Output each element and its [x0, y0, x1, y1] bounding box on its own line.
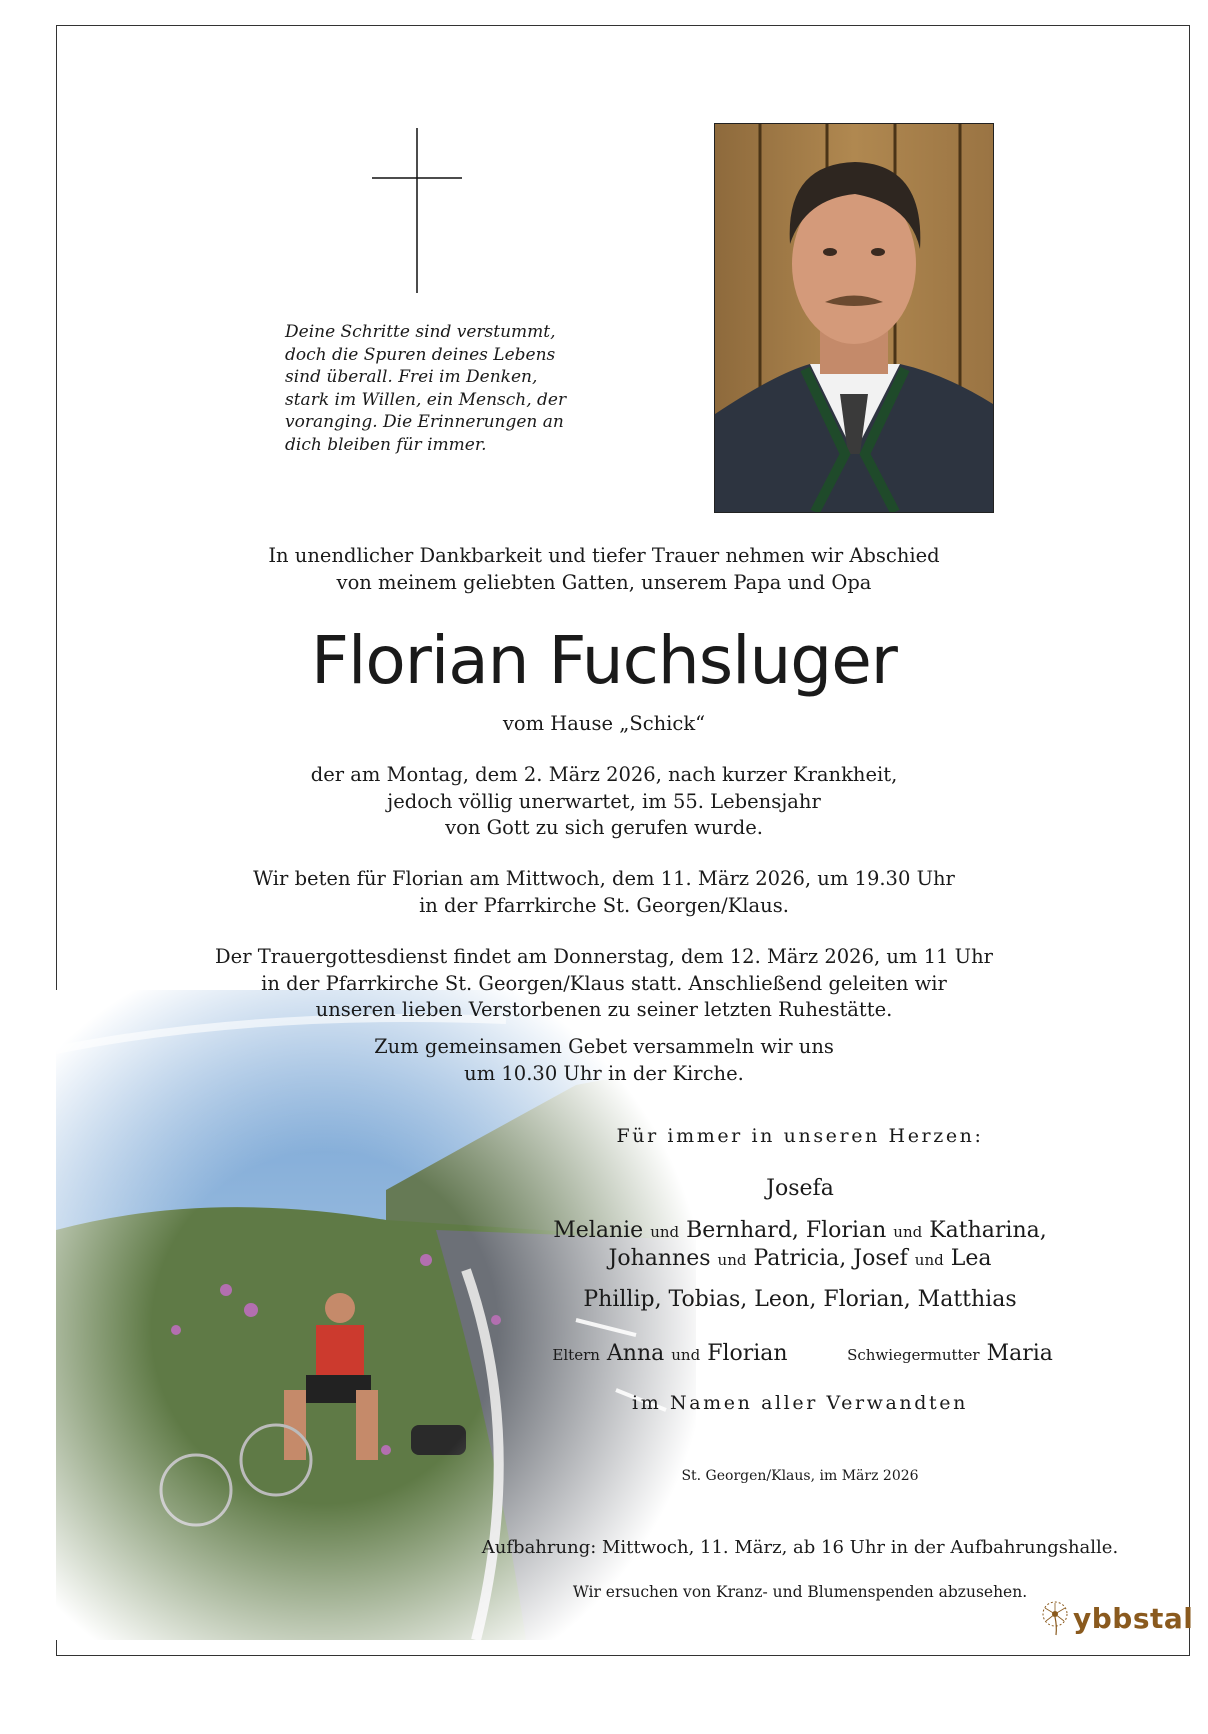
child-name: Lea — [950, 1246, 992, 1271]
death-line: jedoch völlig unerwartet, im 55. Lebensjahr — [387, 789, 821, 813]
quote-line: sind überall. Frei im Denken, — [285, 367, 538, 388]
portrait-photo — [714, 123, 994, 513]
intro-line: von meinem geliebten Gatten, unserem Papa und Opa — [336, 570, 872, 594]
dandelion-icon — [1040, 1600, 1070, 1636]
ybbstal-logo — [1040, 1600, 1193, 1636]
cross-icon — [370, 128, 465, 294]
child-name: Bernhard, Florian — [686, 1218, 887, 1243]
gathering-line: um 10.30 Uhr in der Kirche. — [464, 1061, 744, 1085]
mourners-heading: Für immer in unseren Herzen: — [616, 1125, 984, 1147]
deceased-name: Florian Fuchsluger — [311, 622, 897, 699]
funeral-line: Der Trauergottesdienst findet am Donnerstag, dem 12. März 2026, um 11 Uhr — [215, 945, 993, 968]
parents-label: Eltern — [552, 1346, 600, 1364]
death-line: von Gott zu sich gerufen wurde. — [445, 816, 763, 839]
intro-line: In unendlicher Dankbarkeit und tiefer Trauer nehmen wir Abschied — [268, 544, 940, 567]
quote-line: voranging. Die Erinnerungen an — [285, 412, 564, 433]
grandchildren: Phillip, Tobias, Leon, Florian, Matthias — [583, 1287, 1017, 1312]
death-notice — [0, 762, 1208, 842]
parent-name: Anna — [606, 1341, 665, 1366]
relatives-line: im Namen aller Verwandten — [632, 1392, 968, 1414]
house-name: vom Hause „Schick“ — [502, 712, 706, 735]
gathering-line: Zum gemeinsamen Gebet versammeln wir uns — [374, 1035, 834, 1058]
parent-name: Florian — [707, 1341, 788, 1366]
prayer-notice — [0, 866, 1208, 919]
children-line-1 — [450, 1217, 1150, 1246]
mother-in-law-name: Maria — [986, 1341, 1053, 1366]
funeral-line: unseren lieben Verstorbenen zu seiner letzten Ruhestätte. — [315, 998, 893, 1021]
child-name: Johannes — [608, 1246, 711, 1271]
quote-line: doch die Spuren deines Lebens — [285, 344, 556, 365]
funeral-line: in der Pfarrkirche St. Georgen/Klaus statt. Anschließend geleiten wir — [261, 971, 947, 995]
logo-text: ybbstal — [1073, 1601, 1194, 1635]
flower-request: Wir ersuchen von Kranz- und Blumenspenden abzusehen. — [572, 1583, 1028, 1601]
funeral-notice — [0, 944, 1208, 1024]
und-text: und — [914, 1251, 944, 1269]
child-name: Patricia, Josef — [753, 1246, 908, 1271]
place-date: St. Georgen/Klaus, im März 2026 — [681, 1468, 919, 1484]
und-text: und — [671, 1346, 701, 1364]
viewing-notice: Aufbahrung: Mittwoch, 11. März, ab 16 Uhr in der Aufbahrungshalle. — [481, 1537, 1119, 1558]
und-text: und — [893, 1223, 923, 1241]
quote-line: stark im Willen, ein Mensch, der — [285, 389, 567, 410]
mother-in-law — [830, 1340, 1070, 1369]
child-name: Melanie — [553, 1218, 644, 1243]
death-line: der am Montag, dem 2. März 2026, nach kurzer Krankheit, — [310, 763, 898, 786]
memorial-quote — [285, 321, 585, 457]
quote-line: dich bleiben für immer. — [285, 434, 487, 455]
mother-in-law-label: Schwiegermutter — [847, 1346, 980, 1364]
child-name: Katharina, — [929, 1218, 1047, 1243]
und-text: und — [717, 1251, 747, 1269]
intro-text — [0, 543, 1208, 596]
parents — [520, 1340, 820, 1369]
quote-line: Deine Schritte sind verstummt, — [285, 322, 556, 342]
prayer-line: in der Pfarrkirche St. Georgen/Klaus. — [419, 893, 789, 917]
wife-name: Josefa — [766, 1176, 834, 1201]
children-line-2 — [450, 1245, 1150, 1274]
gathering-notice — [0, 1034, 1208, 1087]
prayer-line: Wir beten für Florian am Mittwoch, dem 11. März 2026, um 19.30 Uhr — [253, 867, 955, 890]
und-text: und — [650, 1223, 680, 1241]
